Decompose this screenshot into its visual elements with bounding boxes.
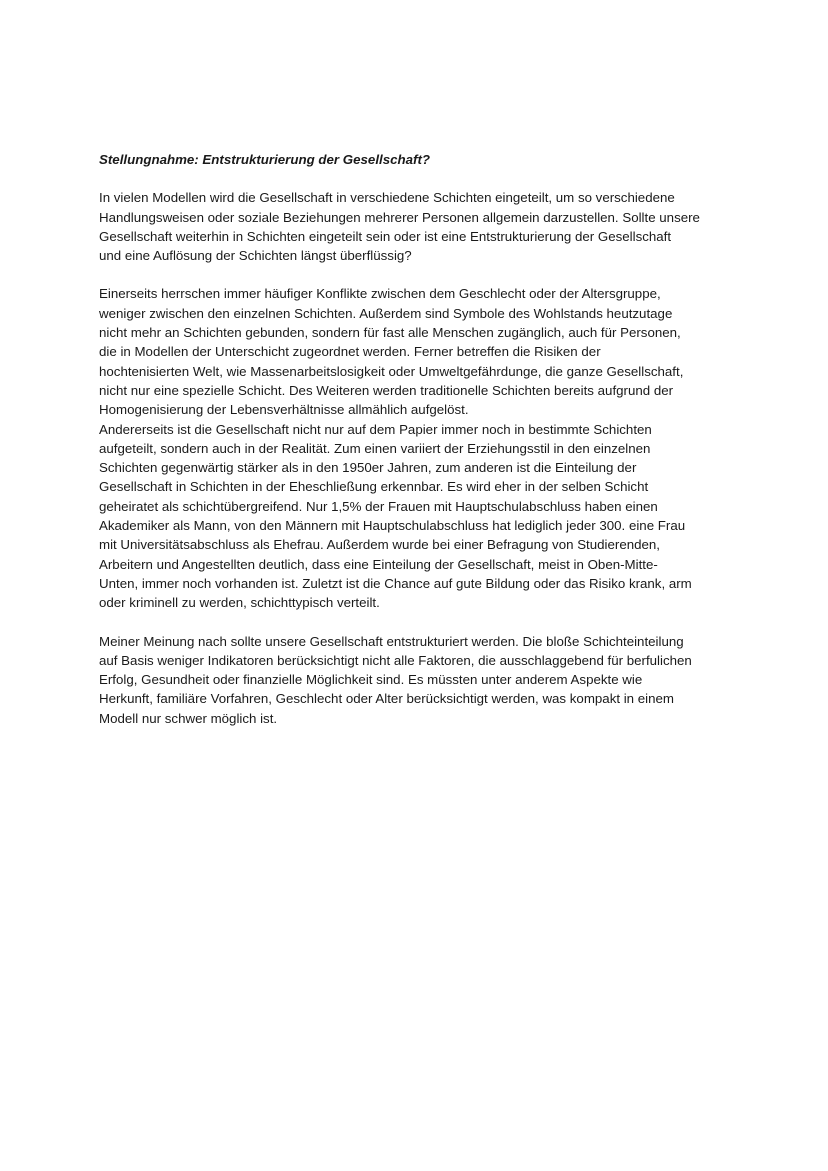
text-line: Unten, immer noch vorhanden ist. Zuletzt ist die Chance auf gute Bildung oder das Risiko krank, arm (99, 575, 692, 591)
text-line: Arbeitern und Angestellten deutlich, dass eine Einteilung der Gesellschaft, meist in Oben-Mitte- (99, 556, 658, 572)
text-line: Modell nur schwer möglich ist. (99, 710, 278, 726)
text-line: nicht nur eine spezielle Schicht. Des Weiteren werden traditionelle Schichten bereits aufgrund der (99, 382, 674, 398)
text-line: Einerseits herrschen immer häufiger Konflikte zwischen dem Geschlecht oder der Altersgruppe, (99, 286, 661, 302)
paragraph-intro (99, 188, 739, 265)
text-line: In vielen Modellen wird die Gesellschaft in verschiedene Schichten eingeteilt, um so verschiedene (99, 190, 675, 206)
text-line: Schichten gegenwärtig stärker als in den 1950er Jahren, zum anderen ist die Einteilung der (99, 460, 637, 476)
text-line: Erfolg, Gesundheit oder finanzielle Möglichkeit sind. Es müssten unter anderem Aspekte wie (99, 672, 643, 688)
paragraph-andererseits (99, 420, 739, 613)
text-line: die in Modellen der Unterschicht zugeordnet werden. Ferner betreffen die Risiken der (99, 344, 601, 360)
text-line: Gesellschaft in Schichten in der Eheschließung erkennbar. Es wird eher in der selben Schicht (99, 479, 649, 495)
text-line: Gesellschaft weiterhin in Schichten eingeteilt sein oder ist eine Entstrukturierung der Gesellschaft (99, 228, 672, 244)
text-line: weniger zwischen den einzelnen Schichten. Außerdem sind Symbole des Wohlstands heutzutage (99, 305, 673, 321)
document-title: Stellungnahme: Entstrukturierung der Gesellschaft? (99, 152, 431, 167)
document-body (99, 150, 739, 747)
text-line: Homogenisierung der Lebensverhältnisse allmählich aufgelöst. (99, 402, 469, 418)
text-line: Andererseits ist die Gesellschaft nicht nur auf dem Papier immer noch in bestimmte Schichten (99, 421, 652, 437)
text-line: Meiner Meinung nach sollte unsere Gesellschaft entstrukturiert werden. Die bloße Schichteinteilung (99, 633, 684, 649)
text-line: mit Universitätsabschluss als Ehefrau. Außerdem wurde bei einer Befragung von Studierenden, (99, 537, 660, 553)
text-line: aufgeteilt, sondern auch in der Realität. Zum einen variiert der Erziehungsstil in den einzelnen (99, 440, 651, 456)
paragraph-conclusion (99, 632, 739, 728)
text-line: Handlungsweisen oder soziale Beziehungen mehrerer Personen allgemein darzustellen. Sollte unsere (99, 209, 700, 225)
text-line: Akademiker als Mann, von den Männern mit Hauptschulabschluss hat lediglich jeder 300. eine Frau (99, 518, 686, 534)
text-line: geheiratet als schichtübergreifend. Nur 1,5% der Frauen mit Hauptschulabschluss haben einen (99, 498, 658, 514)
text-line: Herkunft, familiäre Vorfahren, Geschlecht oder Alter berücksichtigt werden, was kompakt in einem (99, 691, 674, 707)
text-line: und eine Auflösung der Schichten längst überflüssig? (99, 248, 412, 264)
text-line: nicht mehr an Schichten gebunden, sondern für fast alle Menschen zugänglich, auch für Personen, (99, 325, 681, 341)
paragraph-einerseits (99, 284, 739, 419)
text-line: oder kriminell zu werden, schichttypisch verteilt. (99, 595, 380, 611)
text-line: hochtenisierten Welt, wie Massenarbeitslosigkeit oder Umweltgefährdunge, die ganze Gesellschaft, (99, 363, 684, 379)
text-line: auf Basis weniger Indikatoren berücksichtigt nicht alle Faktoren, die ausschlaggebend für berfulichen (99, 652, 692, 668)
